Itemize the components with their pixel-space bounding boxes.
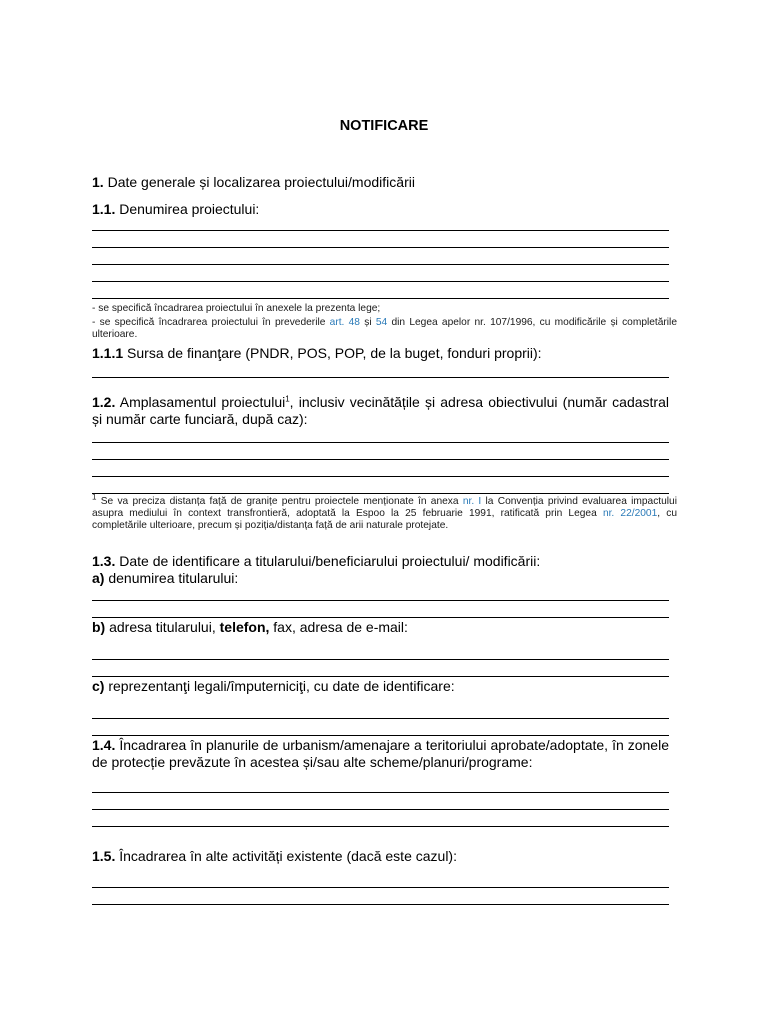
blank-line-holder-address[interactable] (92, 676, 669, 677)
item-a-text: denumirea titularului: (104, 570, 239, 586)
section-1-1-text: Denumirea proiectului: (115, 201, 260, 217)
note-2-text-c: din Legea apelor nr. 107/1996, cu modificările și completările ulterioare. (92, 317, 677, 340)
law-article-link[interactable]: 54 (375, 317, 388, 328)
law-link[interactable]: nr. 22/2001 (602, 508, 658, 519)
section-1-2-text-b: , inclusiv vecinătățile și adresa obiectivului (număr cadastral și număr carte funciară, după caz): (92, 394, 669, 427)
section-1-text: Date generale și localizarea proiectului/modificării (103, 174, 415, 190)
law-article-link[interactable]: art. 48 (329, 317, 360, 328)
item-a-label (92, 570, 238, 587)
section-1-3-number: 1.3. (92, 553, 116, 569)
section-1-2-heading (92, 394, 669, 428)
blank-line-project-name[interactable] (92, 264, 669, 265)
blank-line-holder-name[interactable] (92, 617, 669, 618)
blank-line-representatives[interactable] (92, 718, 669, 719)
document-title: NOTIFICARE (339, 118, 429, 134)
blank-line-urban-planning[interactable] (92, 826, 669, 827)
item-b-label (92, 619, 408, 636)
footnote-number: 1 (92, 492, 97, 502)
section-1-5-heading (92, 848, 457, 865)
item-b-bold: telefon, (219, 619, 270, 635)
section-1-3-heading (92, 553, 540, 570)
blank-line-holder-name[interactable] (92, 600, 669, 601)
blank-line-funding[interactable] (92, 377, 669, 378)
section-1-heading (92, 174, 415, 191)
footnote-1 (92, 492, 677, 532)
section-1-4-number: 1.4. (92, 737, 116, 753)
item-b-text-1: adresa titularului, (105, 619, 220, 635)
blank-line-representatives[interactable] (92, 735, 669, 736)
section-1-4-text: Încadrarea în planurile de urbanism/amenajare a teritoriului aprobate/adoptate, în zonele de protecție prevăzute în acestea și/sau alte scheme/planuri/programe: (92, 737, 669, 770)
blank-line-project-name[interactable] (92, 230, 669, 231)
note-2-text-a: - se specifică încadrarea proiectului în prevederile (92, 317, 330, 328)
blank-line-project-name[interactable] (92, 298, 669, 299)
item-c-text: reprezentanţi legali/împuterniciţi, cu date de identificare: (104, 678, 455, 694)
footnote-text-a: Se va preciza distanța față de granițe pentru proiectele menționate în anexa (96, 496, 463, 507)
footnote-ref: 1 (285, 394, 290, 404)
section-1-1-1-heading (92, 345, 542, 362)
blank-line-location[interactable] (92, 476, 669, 477)
section-1-5-text: Încadrarea în alte activități existente (dacă este cazul): (115, 848, 457, 864)
section-1-number: 1. (92, 174, 104, 190)
section-1-1-heading (92, 201, 259, 218)
section-1-1-number: 1.1. (92, 201, 116, 217)
blank-line-project-name[interactable] (92, 247, 669, 248)
section-1-2-text-a: Amplasamentul proiectului (115, 394, 286, 410)
blank-line-location[interactable] (92, 459, 669, 460)
item-b-letter: b) (92, 619, 106, 635)
section-1-2-number: 1.2. (92, 394, 116, 410)
section-1-1-1-number: 1.1.1 (92, 345, 124, 361)
note-2-text-b: și (359, 317, 376, 328)
blank-line-project-name[interactable] (92, 281, 669, 282)
blank-line-holder-address[interactable] (92, 659, 669, 660)
blank-line-other-activities[interactable] (92, 904, 669, 905)
footnote-text-c: , cu completările ulterioare, precum și poziția/distanța față de arii naturale protejate. (92, 508, 677, 531)
item-c-label (92, 678, 455, 695)
item-a-letter: a) (92, 570, 105, 586)
blank-line-urban-planning[interactable] (92, 809, 669, 810)
blank-line-urban-planning[interactable] (92, 792, 669, 793)
item-c-letter: c) (92, 678, 105, 694)
section-1-4-heading (92, 737, 669, 771)
annex-link[interactable]: nr. I (462, 496, 482, 507)
section-1-1-1-text: Sursa de finanţare (PNDR, POS, POP, de la buget, fonduri proprii): (123, 345, 542, 361)
section-1-1-note-1: - se specifică încadrarea proiectului în anexele la prezenta lege; (92, 303, 381, 314)
blank-line-location[interactable] (92, 442, 669, 443)
blank-line-location[interactable] (92, 493, 669, 494)
blank-line-other-activities[interactable] (92, 887, 669, 888)
item-b-text-2: fax, adresa de e-mail: (269, 619, 408, 635)
section-1-3-text: Date de identificare a titularului/beneficiarului proiectului/ modificării: (115, 553, 541, 569)
footnote-text-b: la Convenția privind evaluarea impactului asupra mediului în context transfrontieră, adoptată la Espoo la 25 februarie 1991, ratificată prin Legea (92, 496, 677, 519)
section-1-5-number: 1.5. (92, 848, 116, 864)
section-1-1-note-2 (92, 317, 677, 341)
